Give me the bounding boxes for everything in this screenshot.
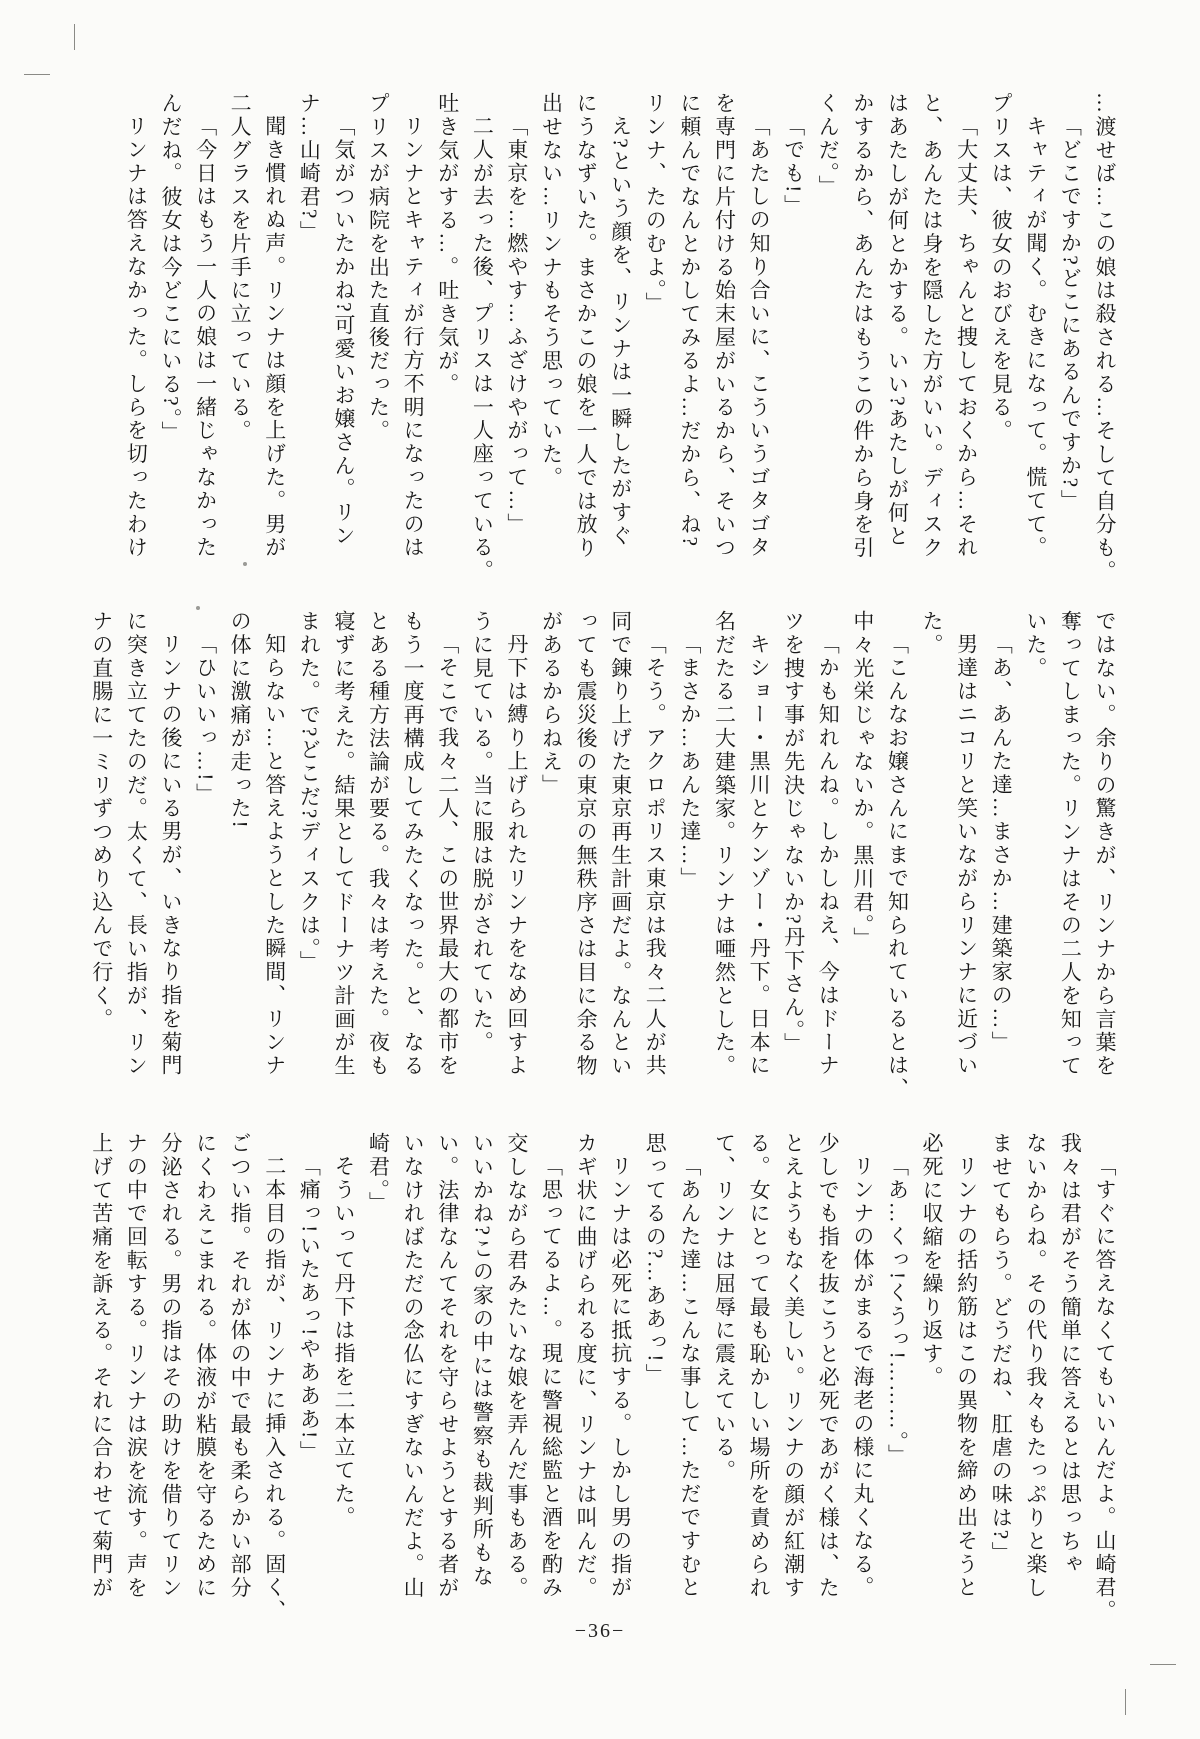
text-column: プリスが病院を出た直後だった。 xyxy=(366,92,391,443)
page-number: −36− xyxy=(574,1620,626,1642)
text-column: 少しでも指を抜こうと必死であがく様は、た xyxy=(816,1132,841,1600)
text-column: い。法律なんてそれを守らせようとする者が xyxy=(435,1132,460,1600)
text-column: ないからね。その代り我々もたっぷりと楽し xyxy=(1023,1132,1048,1600)
text-column: ナの直腸に一ミリずつめり込んで行く。 xyxy=(89,610,114,1032)
text-column: 「あんた達…こんな事して…ただですむと xyxy=(677,1155,702,1600)
text-column: と、あんたは身を隠した方がいい。ディスク xyxy=(920,92,945,560)
text-band-bottom xyxy=(84,1132,1122,1632)
text-column: た。 xyxy=(920,610,945,657)
text-column: 崎君。」 xyxy=(366,1132,391,1216)
text-column: プリスは、彼女のおびえを見る。 xyxy=(989,92,1014,443)
text-column: 「こんなお嬢さんにまで知られているとは、 xyxy=(885,633,910,1102)
text-column: 丹下は縛り上げられたリンナをなめ回すよ xyxy=(504,633,529,1078)
text-column: まれた。で?どこだ?ディスクは。」 xyxy=(297,610,322,974)
text-column: うに見ている。当に服は脱がされていた。 xyxy=(470,610,495,1055)
text-column: 二人グラスを片手に立っている。 xyxy=(228,92,253,443)
text-column: を専門に片付ける始末屋がいるから、そいつ xyxy=(712,92,737,560)
text-column: リンナは必死に抵抗する。しかし男の指が xyxy=(608,1155,633,1600)
text-column: ツを捜す事が先決じゃないか?丹下さん。」 xyxy=(781,610,806,1056)
text-column: 必死に収縮を繰り返す。 xyxy=(920,1132,945,1390)
text-column: に頼んでなんとかしてみるよ…だから、ね? xyxy=(677,92,702,549)
text-column: いた。 xyxy=(1023,610,1048,681)
text-column: はあたしが何とかする。いい?あたしが何と xyxy=(885,92,910,549)
text-column: かするから、あんたはもうこの件から身を引 xyxy=(850,92,875,560)
text-column: に突き立てたのだ。太くて、長い指が、リン xyxy=(124,610,149,1078)
registration-mark-top-left-horizontal xyxy=(24,74,50,75)
text-column: 「今日はもう一人の娘は一緒じゃなかった xyxy=(193,115,218,560)
text-column: 中々光栄じゃないか。黒川君。」 xyxy=(850,610,875,951)
text-column: ナ…山崎君?」 xyxy=(297,92,322,245)
text-column: 「どこですか?どこにあるんですか?」 xyxy=(1058,115,1083,514)
text-column: くんだ。」 xyxy=(816,92,841,199)
text-column: ナの中で回転する。リンナは涙を流す。声を xyxy=(124,1132,149,1600)
text-column: リンナ、たのむよ。」 xyxy=(643,92,668,316)
text-column: 「でも!」 xyxy=(781,115,806,219)
text-column: 「痛っ!いたあっ!やあああ!」 xyxy=(297,1155,322,1465)
text-column: 吐き気がする…。吐き気が。 xyxy=(435,92,460,397)
registration-mark-bottom-right-vertical xyxy=(1125,1689,1126,1715)
text-column: 寝ずに考えた。結果としてドーナツ計画が生 xyxy=(331,610,356,1078)
text-column: 二人が去った後、プリスは一人座っている。 xyxy=(470,115,495,584)
text-column: があるからねえ」 xyxy=(539,610,564,798)
text-column: 「まさか…あんた達…」 xyxy=(677,633,702,891)
text-column: 「あたしの知り合いに、こういうゴタゴタ xyxy=(747,115,772,560)
text-column: リンナの体がまるで海老の様に丸くなる。 xyxy=(850,1155,875,1600)
text-column: リンナの後にいる男が、いきなり指を菊門 xyxy=(158,633,183,1078)
text-band-middle xyxy=(84,610,1122,1110)
text-column: 「かも知れんね。しかしねえ、今はドーナ xyxy=(816,633,841,1078)
text-column: リンナは答えなかった。しらを切ったわけ xyxy=(124,115,149,560)
text-column: いいかね?この家の中には警察も裁判所もな xyxy=(470,1132,495,1589)
text-column: ではない。余りの驚きが、リンナから言葉を xyxy=(1093,610,1117,1078)
text-column: 分泌される。男の指はその助けを借りてリン xyxy=(158,1132,183,1600)
text-column: 聞き慣れぬ声。リンナは顔を上げた。男が xyxy=(262,115,287,560)
text-column: 「思ってるよ…。現に警視総監と酒を酌み xyxy=(539,1155,564,1600)
text-column: キャティが聞く。むきになって。慌てて。 xyxy=(1023,115,1048,560)
text-column: の体に激痛が走った! xyxy=(228,610,253,830)
text-column: リンナとキャティが行方不明になったのは xyxy=(401,115,426,560)
text-column: 思ってるの?…ああっ!」 xyxy=(643,1132,668,1388)
text-column: 「東京を…燃やす…ふざけやがって…」 xyxy=(504,115,529,537)
text-column: 「気がついたかね?可愛いお嬢さん。リン xyxy=(331,115,356,549)
text-column: …渡せば…この娘は殺される…そして自分も。 xyxy=(1093,92,1117,584)
text-column: いなければただの念仏にすぎないんだよ。山 xyxy=(401,1132,426,1600)
text-column: 「そこで我々二人、この世界最大の都市を xyxy=(435,633,460,1078)
text-column: にくわえこまれる。体液が粘膜を守るために xyxy=(193,1132,218,1600)
text-column: 男達はニコリと笑いながらリンナに近づい xyxy=(954,633,979,1078)
text-column: にうなずいた。まさかこの娘を一人では放り xyxy=(574,92,599,560)
text-column: て、リンナは屈辱に震えている。 xyxy=(712,1132,737,1483)
registration-mark-top-left-vertical xyxy=(74,24,75,50)
text-column: とある種方法論が要る。我々は考えた。夜も xyxy=(366,610,391,1078)
text-column: る。女にとって最も恥かしい場所を責められ xyxy=(747,1132,772,1600)
text-column: キショー・黒川とケンゾー・丹下。日本に xyxy=(747,633,772,1078)
text-column: 「すぐに答えなくてもいいんだよ。山崎君。 xyxy=(1093,1155,1117,1624)
text-column: 上げて苦痛を訴える。それに合わせて菊門が xyxy=(89,1132,114,1600)
text-column: リンナの括約筋はこの異物を締め出そうと xyxy=(954,1155,979,1600)
text-column: 「ひいいっ…!」 xyxy=(193,633,218,807)
text-column: 「そう。アクロポリス東京は我々二人が共 xyxy=(643,633,668,1078)
text-column: カギ状に曲げられる度に、リンナは叫んだ。 xyxy=(574,1132,599,1600)
text-column: 奪ってしまった。リンナはその二人を知って xyxy=(1058,610,1083,1078)
text-column: 知らない…と答えようとした瞬間、リンナ xyxy=(262,633,287,1078)
text-band-top xyxy=(119,92,1122,597)
text-column: ごつい指。それが体の中で最も柔らかい部分 xyxy=(228,1132,253,1600)
text-column: 二本目の指が、リンナに挿入される。固く、 xyxy=(262,1155,287,1624)
text-column: っても震災後の東京の無秩序さは目に余る物 xyxy=(574,610,599,1078)
text-column: 出せない…リンナもそう思っていた。 xyxy=(539,92,564,490)
text-column: ませてもらう。どうだね、肛虐の味は?」 xyxy=(989,1132,1014,1565)
text-column: 我々は君がそう簡単に答えるとは思っちゃ xyxy=(1058,1132,1083,1577)
text-column: 同で錬り上げた東京再生計画だよ。なんとい xyxy=(608,610,633,1078)
text-column: 交しながら君みたいな娘を弄んだ事もある。 xyxy=(504,1132,529,1600)
text-column: 「あ…くっ!くうっ!………。」 xyxy=(885,1155,910,1468)
text-column: え?という顔を、リンナは一瞬したがすぐ xyxy=(608,115,633,549)
text-column: 「あ、あんた達…まさか…建築家の…」 xyxy=(989,633,1014,1055)
text-column: とえようもなく美しい。リンナの顔が紅潮す xyxy=(781,1132,806,1600)
registration-mark-bottom-right-horizontal xyxy=(1150,1664,1176,1665)
text-column: もう一度再構成してみたくなった。と、なる xyxy=(401,610,426,1078)
text-column: 「大丈夫、ちゃんと捜しておくから…それ xyxy=(954,115,979,560)
text-column: 名だたる二大建築家。リンナは唖然とした。 xyxy=(712,610,737,1078)
text-column: そういって丹下は指を二本立てた。 xyxy=(331,1155,356,1530)
text-column: んだね。彼女は今どこにいる?。」 xyxy=(158,92,183,445)
